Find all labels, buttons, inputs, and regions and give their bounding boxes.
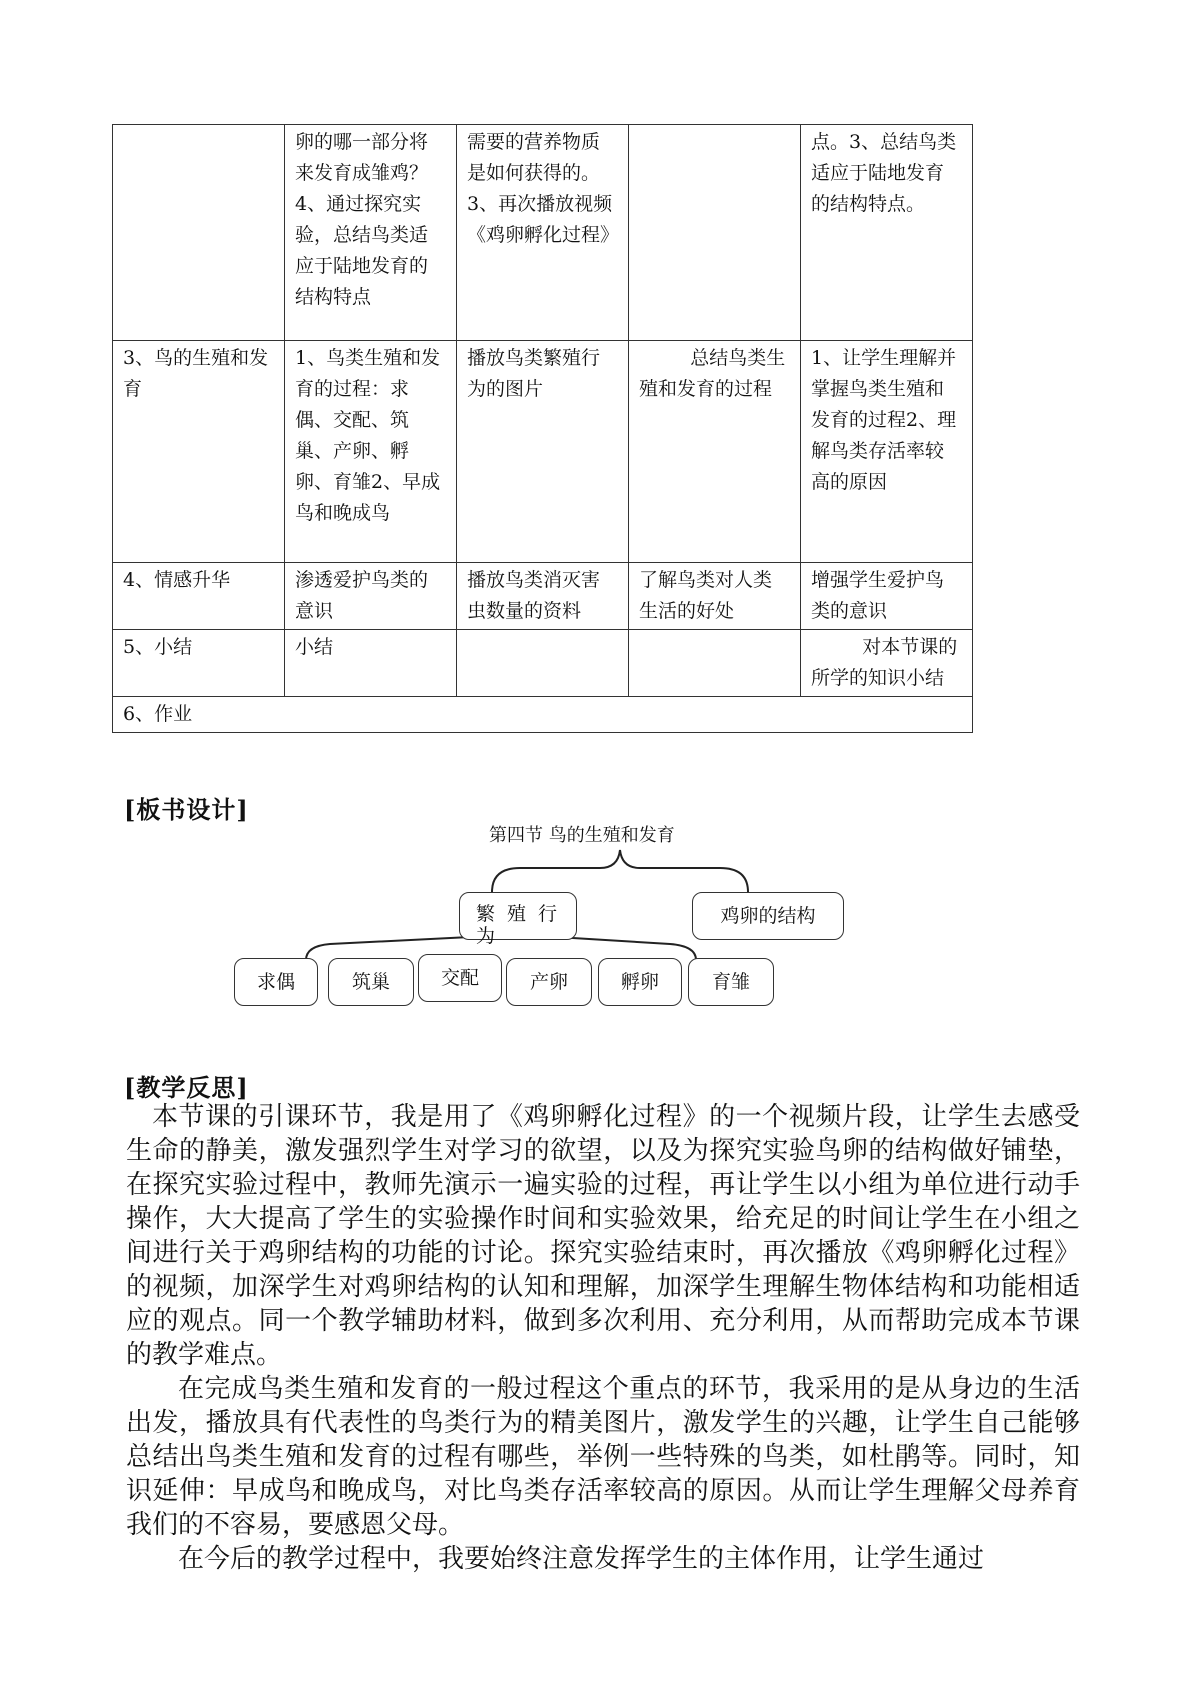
- reflection-body: [126, 1100, 1080, 1576]
- behavior-box-mating: 交配: [418, 954, 502, 1002]
- egg-structure-box: 鸡卵的结构: [692, 892, 844, 940]
- behavior-box-nest-building: 筑巢: [328, 958, 414, 1006]
- behavior-box-incubation: 孵卵: [598, 958, 682, 1006]
- table-cell: 了解鸟类对人类生活的好处: [629, 563, 801, 630]
- table-cell: 总结鸟类生殖和发育的过程: [629, 341, 801, 563]
- behavior-box-chick-rearing: 育雏: [688, 958, 774, 1006]
- table-cell: 4、情感升华: [113, 563, 285, 630]
- table-cell: [629, 630, 801, 697]
- table-row: [113, 563, 973, 630]
- reflection-paragraph: 本节课的引课环节，我是用了《鸡卵孵化过程》的一个视频片段，让学生去感受生命的静美，激发强烈学生对学习的欲望，以及为探究实验鸟卵的结构做好铺垫，在探究实验过程中，教师先演示一遍实验的过程，再让学生以小组为单位进行动手操作，大大提高了学生的实验操作时间和实验效果，给充足的时间让学生在小组之间进行关于鸡卵结构的功能的讨论。探究实验结束时，再次播放《鸡卵孵化过程》的视频，加深学生对鸡卵结构的认知和理解，加深学生理解生物体结构和功能相适应的观点。同一个教学辅助材料，做到多次利用、充分利用，从而帮助完成本节课的教学难点。: [126, 1102, 1080, 1370]
- table-row: [113, 341, 973, 563]
- reproductive-behavior-box: 繁殖行为: [459, 892, 577, 940]
- table-cell: 1、鸟类生殖和发育的过程：求偶、交配、筑巢、产卵、孵卵、育雏2、早成鸟和晚成鸟: [285, 341, 457, 563]
- table-cell: 播放鸟类消灭害虫数量的资料: [457, 563, 629, 630]
- table-cell: 点。3、总结鸟类适应于陆地发育的结构特点。: [801, 125, 973, 341]
- reflection-heading: [教学反思]: [124, 1073, 249, 1102]
- table-cell: 播放鸟类繁殖行为的图片: [457, 341, 629, 563]
- table-cell: 1、让学生理解并掌握鸟类生殖和发育的过程2、理解鸟类存活率较高的原因: [801, 341, 973, 563]
- table-row: [113, 697, 973, 733]
- table-row: [113, 630, 973, 697]
- table-cell: 对本节课的所学的知识小结: [801, 630, 973, 697]
- table-cell: 小结: [285, 630, 457, 697]
- table-cell: 需要的营养物质是如何获得的。3、再次播放视频《鸡卵孵化过程》: [457, 125, 629, 341]
- lesson-plan-table: [112, 124, 973, 733]
- table-cell: [113, 125, 285, 341]
- behavior-box-egg-laying: 产卵: [506, 958, 592, 1006]
- table-cell: 增强学生爱护鸟类的意识: [801, 563, 973, 630]
- reflection-paragraph: 在完成鸟类生殖和发育的一般过程这个重点的环节，我采用的是从身边的生活出发，播放具有代表性的鸟类行为的精美图片，激发学生的兴趣，让学生自己能够总结出鸟类生殖和发育的过程有哪些，举例一些特殊的鸟类，如杜鹃等。同时，知识延伸：早成鸟和晚成鸟，对比鸟类存活率较高的原因。从而让学生理解父母养育我们的不容易，要感恩父母。: [126, 1374, 1080, 1540]
- table-row: [113, 125, 973, 341]
- table-cell: [629, 125, 801, 341]
- table-cell: 3、鸟的生殖和发育: [113, 341, 285, 563]
- behavior-box-courtship: 求偶: [234, 958, 318, 1006]
- table-cell: 6、作业: [113, 697, 973, 733]
- table-cell: 5、小结: [113, 630, 285, 697]
- board-title: 第四节 鸟的生殖和发育: [489, 825, 675, 846]
- board-design-heading: [板书设计]: [124, 795, 249, 824]
- table-cell: 渗透爱护鸟类的意识: [285, 563, 457, 630]
- table-cell: 卵的哪一部分将来发育成雏鸡？4、通过探究实验，总结鸟类适应于陆地发育的结构特点: [285, 125, 457, 341]
- reflection-paragraph: 在今后的教学过程中，我要始终注意发挥学生的主体作用，让学生通过: [178, 1544, 985, 1574]
- table-cell: [457, 630, 629, 697]
